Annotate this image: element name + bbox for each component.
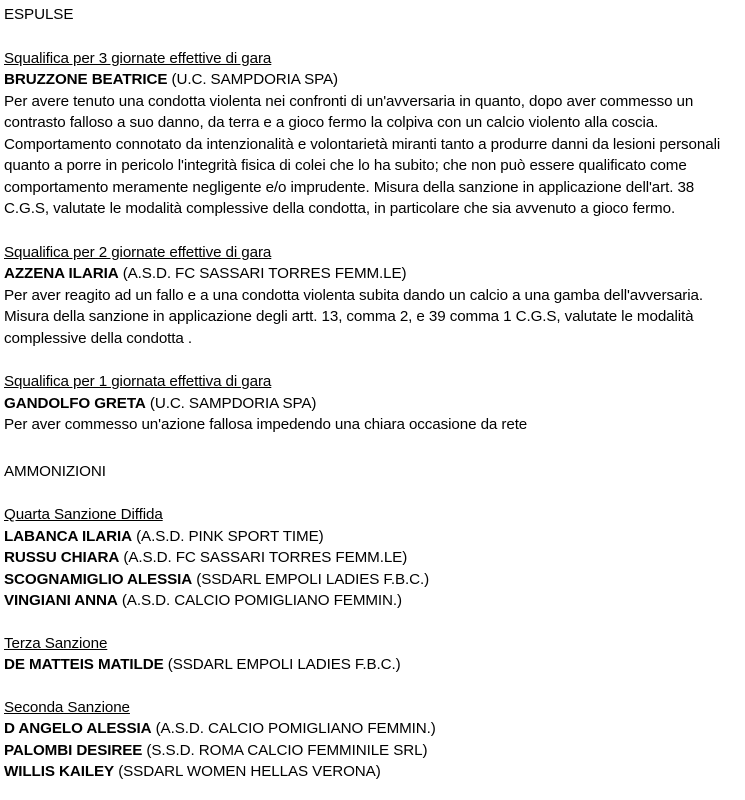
reason-line: comportamento meramente negligente e/o imprudente. Misura della sanzione in applicazione dell'art. 38 — [4, 178, 695, 196]
section-heading: Squalifica per 1 giornata effettiva di gara — [4, 373, 272, 390]
player-line — [4, 526, 745, 548]
reason-line: C.G.S, valutate le modalità complessive della condotta, in particolare che sia avvenuto a gioco fermo. — [4, 200, 676, 217]
player-line — [4, 393, 745, 415]
section-heading: Squalifica per 2 giornate effettive di gara — [4, 243, 272, 261]
club-name: (SSDARL EMPOLI LADIES F.B.C.) — [192, 570, 430, 588]
reason-line: Misura della sanzione in applicazione degli artt. 13, comma 2, e 39 comma 1 C.G.S, valutate le modalità — [4, 308, 694, 325]
player-line — [4, 569, 745, 591]
espulse-section-2 — [4, 242, 745, 350]
player-line — [4, 263, 745, 285]
club-name: (S.S.D. ROMA CALCIO FEMMINILE SRL) — [142, 741, 428, 759]
player-name: BRUZZONE BEATRICE — [4, 71, 168, 88]
player-name: PALOMBI DESIREE — [4, 741, 143, 759]
club-name: (A.S.D. CALCIO POMIGLIANO FEMMIN.) — [117, 592, 402, 609]
reason-line: contrasto falloso a suo danno, da terra e a gioco fermo la colpiva con un calcio violento alla coscia. — [4, 114, 659, 131]
ammonizioni-group-3 — [4, 697, 745, 783]
player-name: RUSSU CHIARA — [4, 549, 120, 566]
player-name: DE MATTEIS MATILDE — [4, 656, 164, 673]
reason-line: Per aver reagito ad un fallo e a una condotta violenta subita dando un calcio a una gamba dell'avversaria. — [4, 286, 703, 304]
player-name: WILLIS KAILEY — [4, 763, 115, 780]
section-heading: Squalifica per 3 giornate effettive di gara — [4, 49, 272, 67]
group-heading: Seconda Sanzione — [4, 698, 130, 716]
club-name: (A.S.D. FC SASSARI TORRES FEMM.LE) — [119, 549, 408, 566]
reason-line: Per aver commesso un'azione fallosa impedendo una chiara occasione da rete — [4, 416, 528, 433]
player-name: VINGIANI ANNA — [4, 592, 118, 609]
reason-line: complessive della condotta . — [4, 329, 192, 347]
player-line — [4, 718, 745, 740]
ammonizioni-title: AMMONIZIONI — [4, 462, 106, 480]
player-line — [4, 69, 745, 91]
club-name: (SSDARL EMPOLI LADIES F.B.C.) — [163, 656, 401, 673]
player-name: SCOGNAMIGLIO ALESSIA — [4, 570, 193, 588]
club-name: (U.C. SAMPDORIA SPA) — [145, 394, 317, 412]
ammonizioni-group-2 — [4, 633, 745, 676]
espulse-title: ESPULSE — [4, 6, 74, 23]
player-name: LABANCA ILARIA — [4, 527, 132, 545]
reason-line: Per avere tenuto una condotta violenta nei confronti di un'avversaria in quanto, dopo aver commesso un — [4, 92, 694, 110]
club-name: (U.C. SAMPDORIA SPA) — [167, 71, 339, 88]
club-name: (A.S.D. PINK SPORT TIME) — [131, 527, 324, 545]
player-name: AZZENA ILARIA — [4, 265, 119, 282]
player-name: D ANGELO ALESSIA — [4, 720, 152, 737]
player-line — [4, 761, 745, 783]
player-line — [4, 654, 745, 676]
ammonizioni-group-1 — [4, 504, 745, 612]
player-line — [4, 590, 745, 612]
player-name: GANDOLFO GRETA — [4, 394, 146, 412]
espulse-section-1 — [4, 48, 745, 220]
reason-line: quanto a porre in pericolo l'integrità fisica di colei che lo ha subito; che non può essere qualificato come — [4, 157, 687, 174]
club-name: (A.S.D. FC SASSARI TORRES FEMM.LE) — [118, 265, 407, 282]
club-name: (SSDARL WOMEN HELLAS VERONA) — [114, 763, 381, 780]
player-line — [4, 547, 745, 569]
espulse-section-3 — [4, 371, 745, 436]
reason-line: Comportamento connotato da intenzionalità e volontarietà miranti tanto a produrre danni da lesioni personali — [4, 135, 721, 153]
group-heading: Terza Sanzione — [4, 634, 108, 652]
group-heading: Quarta Sanzione Diffida — [4, 506, 163, 523]
club-name: (A.S.D. CALCIO POMIGLIANO FEMMIN.) — [151, 720, 436, 737]
player-line — [4, 740, 745, 762]
